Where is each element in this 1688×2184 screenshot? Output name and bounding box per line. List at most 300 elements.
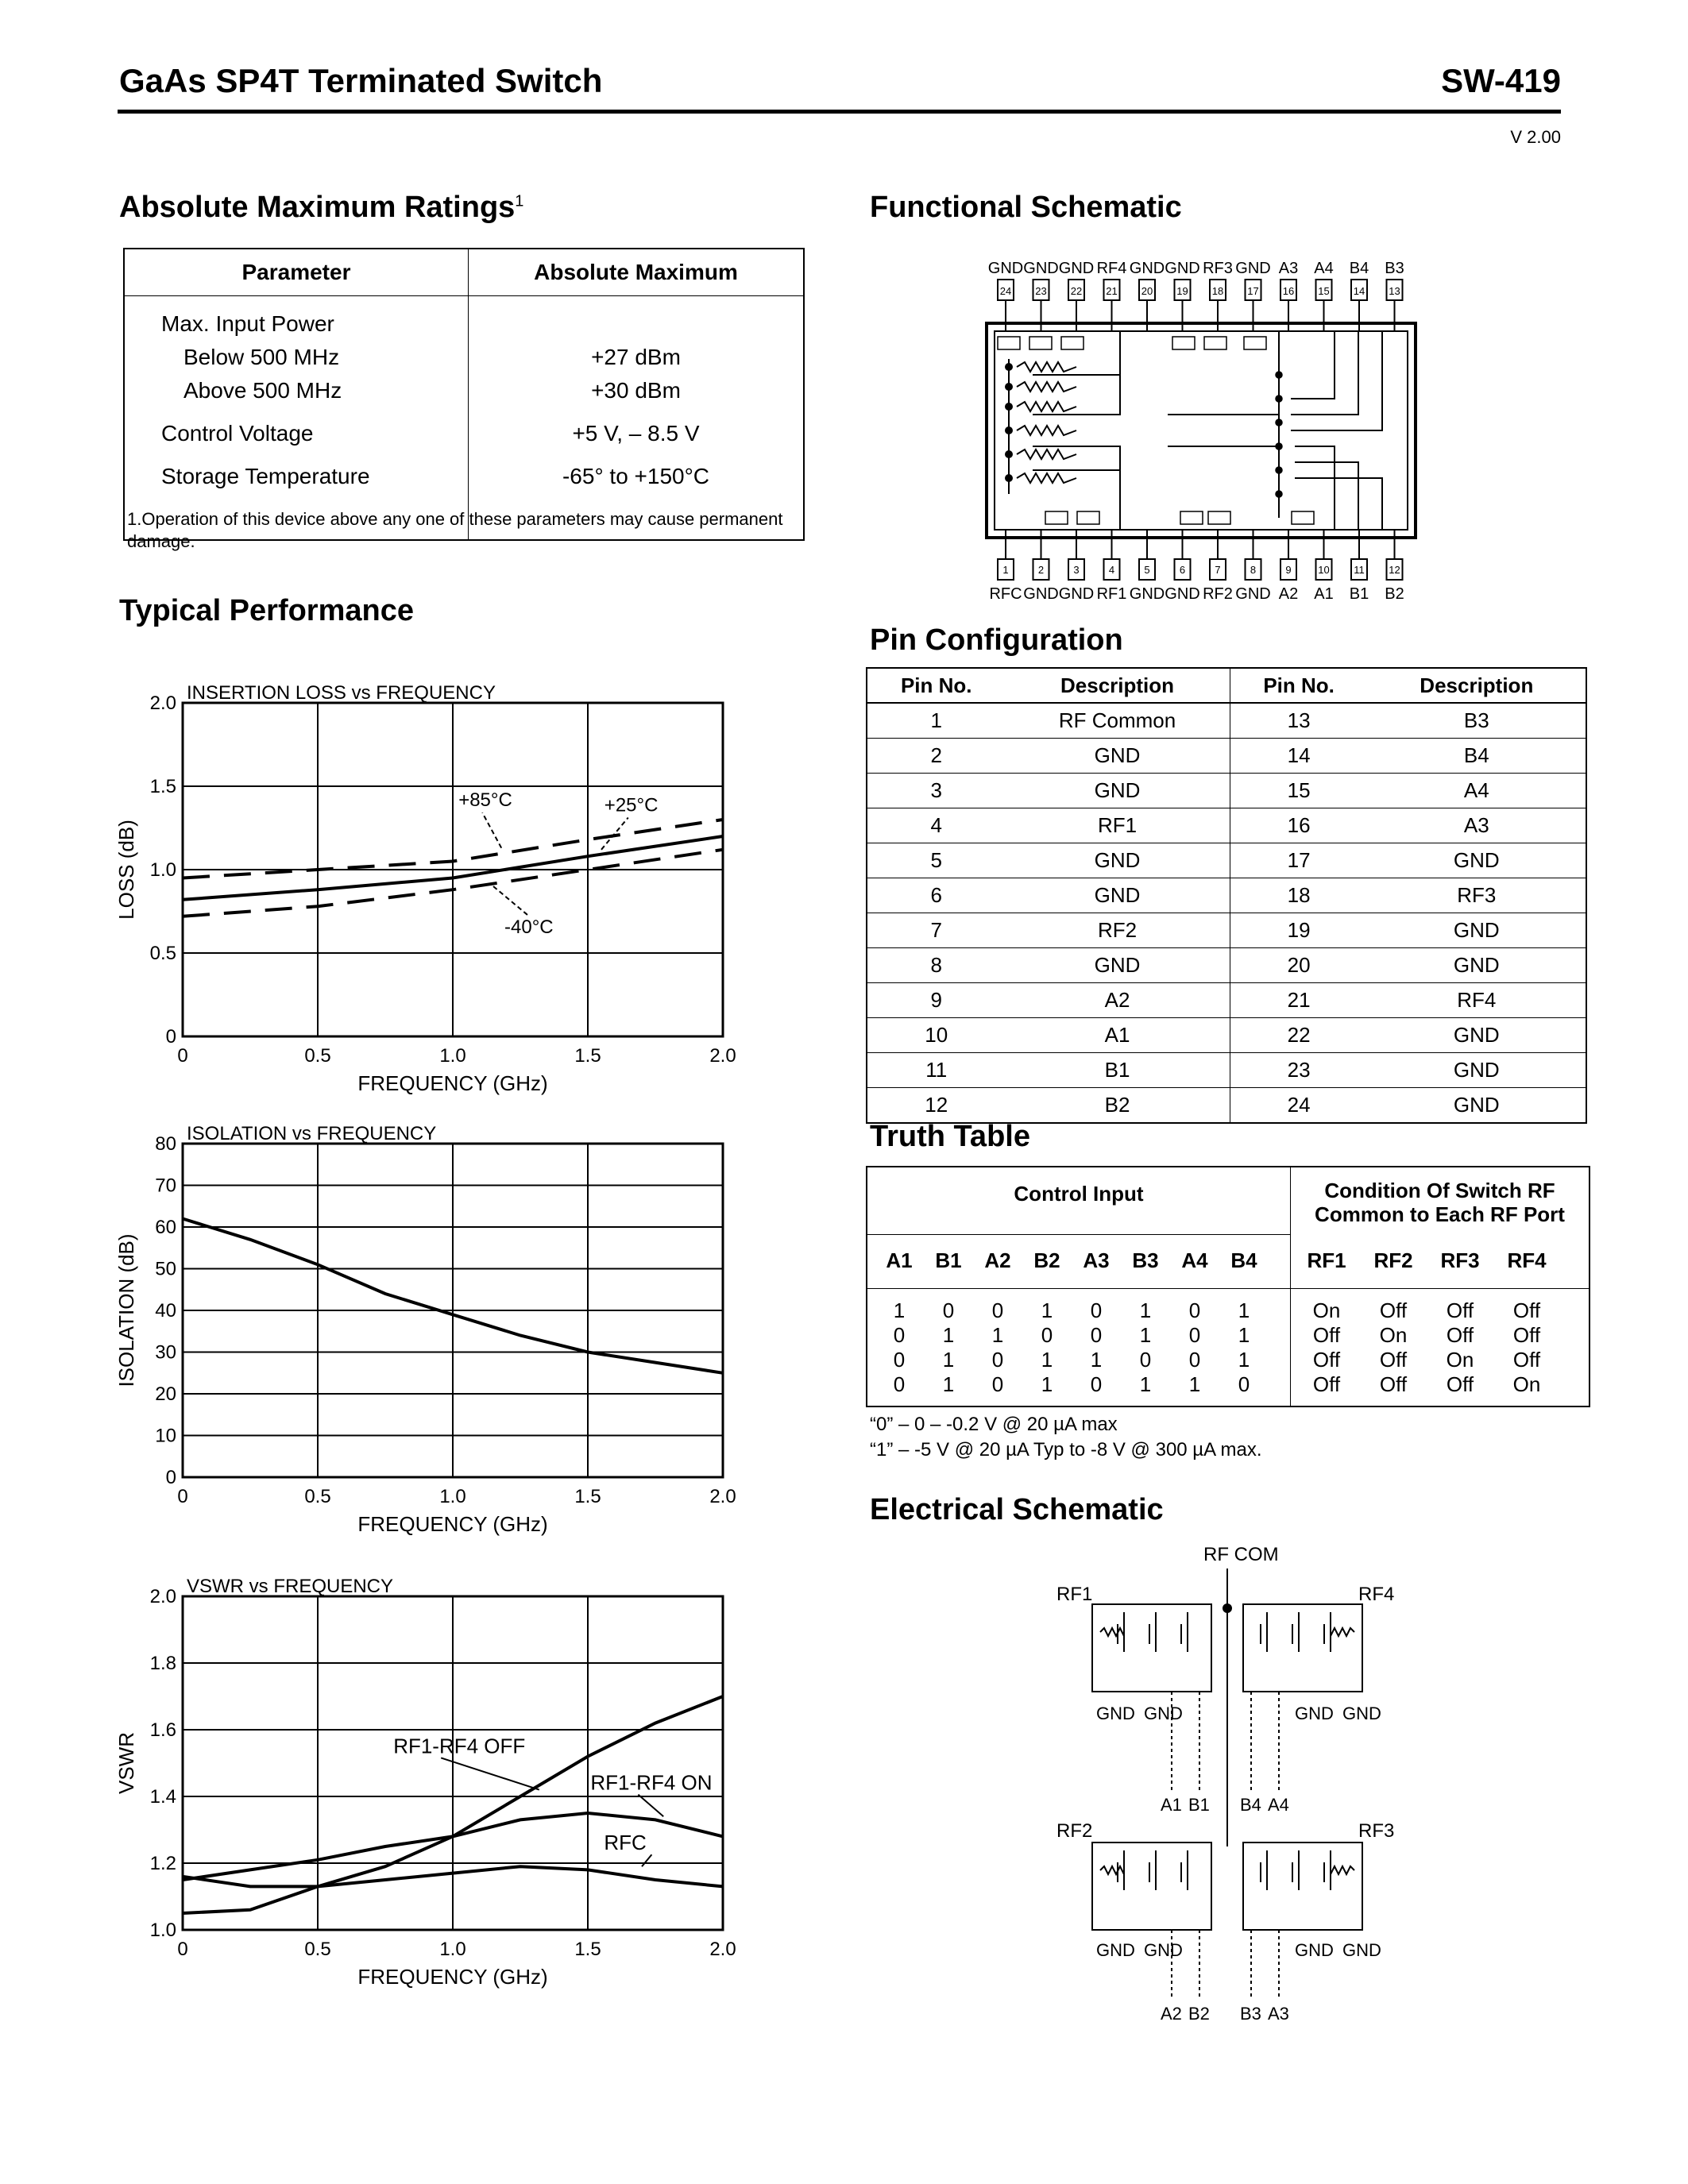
pin-number: 19 [1176, 285, 1188, 297]
pin-label: GND [1023, 585, 1059, 603]
annotation-label: RFC [604, 1831, 647, 1855]
node-dot [1006, 384, 1012, 390]
control-cell: 1 [1139, 1323, 1152, 1347]
pin-number: 14 [1353, 285, 1365, 297]
table-cell: 5 [867, 843, 1006, 878]
pin-label: B3 [1385, 260, 1404, 277]
table-cell: GND [1006, 739, 1230, 774]
control-cell: 0 [1090, 1298, 1103, 1322]
pin-label: RF4 [1096, 260, 1127, 277]
table-cell: 18 [1230, 878, 1368, 913]
y-tick-label: 0 [165, 1467, 176, 1488]
annotation-label: +85°C [458, 789, 512, 812]
rf4-label: RF4 [1358, 1584, 1395, 1605]
chart-title: VSWR vs FREQUENCY [187, 1576, 394, 1597]
param-max-input-power: Max. Input Power [161, 311, 334, 336]
control-cell: 1 [1188, 1372, 1201, 1396]
ground-symbol [998, 337, 1020, 349]
pin-configuration-table [866, 667, 1587, 1124]
rf-cell: Off [1446, 1298, 1474, 1322]
control-cell: 1 [942, 1372, 955, 1396]
pin-number: 13 [1389, 285, 1400, 297]
node-dot [1223, 1604, 1231, 1612]
internal-wiring [1009, 331, 1382, 530]
fet [1181, 1850, 1188, 1890]
pin-number: 11 [1354, 564, 1365, 576]
col-pin-no: Pin No. [1230, 668, 1368, 703]
functional-schematic-heading: Functional Schematic [870, 191, 1182, 224]
resistor [1017, 426, 1076, 435]
resistor [1100, 1628, 1124, 1636]
pin-number: 4 [1108, 564, 1115, 576]
control-cell: 0 [1188, 1298, 1201, 1322]
table-cell: 12 [867, 1088, 1006, 1124]
pin-number: 16 [1282, 285, 1295, 297]
control-cell: 1 [1041, 1348, 1053, 1372]
table-row [867, 913, 1586, 948]
x-axis-label: FREQUENCY (GHz) [357, 1965, 548, 1989]
table-cell: GND [1368, 1053, 1586, 1088]
pin-number: 6 [1179, 564, 1186, 576]
node-dot [1006, 451, 1012, 457]
table-row [867, 703, 1586, 739]
pin-label: A2 [1278, 585, 1299, 603]
y-tick-label: 1.0 [149, 1920, 176, 1941]
node-dot [1276, 443, 1282, 450]
pin-number: 3 [1073, 564, 1080, 576]
control-label: A3 [1268, 2004, 1289, 2024]
ground-symbol [1172, 337, 1195, 349]
isolation-chart [114, 1123, 736, 1536]
param-cell [124, 296, 469, 541]
rf-com-label: RF COM [1203, 1544, 1279, 1565]
x-tick-label: 0.5 [304, 1486, 331, 1507]
value-storage-temp: -65° to +150°C [562, 464, 710, 488]
rf-cell: Off [1446, 1323, 1474, 1347]
pin-number: 10 [1318, 564, 1330, 576]
table-row [867, 878, 1586, 913]
y-tick-label: 50 [155, 1258, 176, 1280]
typical-performance-heading: Typical Performance [119, 594, 415, 627]
rf-cell: Off [1512, 1348, 1541, 1372]
x-tick-label: 1.5 [574, 1045, 601, 1067]
rf-cell: Off [1379, 1372, 1408, 1396]
col-absolute-maximum: Absolute Maximum [469, 249, 805, 296]
gnd-label: GND [1295, 1704, 1334, 1723]
pin-number: 22 [1070, 285, 1083, 297]
value-above-500: +30 dBm [591, 378, 681, 403]
pin-label: A4 [1314, 260, 1334, 277]
annotation-label: RF1-RF4 OFF [393, 1734, 526, 1758]
control-label: B1 [1188, 1795, 1210, 1815]
x-tick-label: 1.0 [439, 1045, 466, 1067]
annotation-label: +25°C [604, 794, 659, 816]
y-axis-label: LOSS (dB) [114, 820, 138, 920]
pin-label: B1 [1349, 585, 1369, 603]
ground-symbol [1244, 337, 1266, 349]
switch-cell [1092, 1843, 1211, 1930]
y-tick-label: 30 [155, 1341, 176, 1364]
rf-cell: Off [1312, 1348, 1341, 1372]
rf-cell: On [1312, 1298, 1341, 1322]
control-cell: 0 [893, 1372, 906, 1396]
pin-label: RF1 [1096, 585, 1127, 603]
table-cell: B2 [1006, 1088, 1230, 1124]
table-row [867, 948, 1586, 983]
table-cell: 11 [867, 1053, 1006, 1088]
control-col-header: A3 [1083, 1248, 1110, 1272]
node-dot [1276, 396, 1282, 402]
table-cell: B4 [1368, 739, 1586, 774]
table-cell: 2 [867, 739, 1006, 774]
truth-note-1: “1” – -5 V @ 20 µA Typ to -8 V @ 300 µA max. [870, 1439, 1262, 1461]
control-label: A1 [1161, 1795, 1182, 1815]
ground-symbol [1204, 337, 1226, 349]
table-row [867, 774, 1586, 808]
control-cell: 0 [1090, 1323, 1103, 1347]
gnd-label: GND [1144, 1704, 1183, 1723]
fet [1149, 1850, 1156, 1890]
table-row [867, 808, 1586, 843]
x-tick-label: 0.5 [304, 1045, 331, 1067]
x-axis-label: FREQUENCY (GHz) [357, 1071, 548, 1095]
table-cell: RF1 [1006, 808, 1230, 843]
condition-header: Condition Of Switch RF Common to Each RF Port [1315, 1179, 1565, 1226]
gnd-label: GND [1096, 1704, 1135, 1723]
truth-table-heading: Truth Table [870, 1120, 1030, 1153]
table-cell: 16 [1230, 808, 1368, 843]
ground-symbol [1045, 511, 1068, 524]
table-cell: A1 [1006, 1018, 1230, 1053]
pin-label: A1 [1314, 585, 1334, 603]
control-label: B3 [1240, 2004, 1261, 2024]
pin-label: RF2 [1203, 585, 1233, 603]
rf-col-header: RF4 [1507, 1248, 1547, 1272]
resistor [1017, 473, 1076, 483]
fet [1324, 1612, 1331, 1652]
table-row [867, 739, 1586, 774]
control-cell: 1 [1090, 1348, 1103, 1372]
switch-cell [1243, 1604, 1362, 1692]
control-cell: 0 [1238, 1372, 1250, 1396]
value-control-voltage: +5 V, – 8.5 V [572, 421, 700, 446]
insertion-loss-chart [114, 682, 736, 1095]
x-tick-label: 0.5 [304, 1939, 331, 1960]
control-cell: 1 [1041, 1372, 1053, 1396]
table-cell: RF Common [1006, 703, 1230, 739]
x-axis-label: FREQUENCY (GHz) [357, 1512, 548, 1536]
control-col-header: A1 [886, 1248, 913, 1272]
control-label: B2 [1188, 2004, 1210, 2024]
resistor [1017, 382, 1076, 392]
resistor [1017, 402, 1076, 411]
control-cell: 0 [893, 1323, 906, 1347]
truth-table [866, 1166, 1590, 1407]
pin-label: GND [987, 260, 1024, 277]
y-tick-label: 60 [155, 1217, 176, 1238]
abs-max-footnote: 1.Operation of this device above any one of these parameters may cause permanent damage. [127, 509, 783, 551]
electrical-schematic-heading: Electrical Schematic [870, 1493, 1164, 1526]
rf-col-header: RF1 [1307, 1248, 1346, 1272]
pin-label: GND [1129, 585, 1165, 603]
col-pin-no: Pin No. [867, 668, 1006, 703]
pin-number: 12 [1389, 564, 1400, 576]
rf-cell: Off [1379, 1348, 1408, 1372]
rf-col-header: RF2 [1373, 1248, 1413, 1272]
node-dot [1006, 427, 1012, 434]
fet [1292, 1612, 1299, 1652]
pin-label: RF3 [1203, 260, 1233, 277]
x-tick-label: 1.5 [574, 1939, 601, 1960]
table-cell: A3 [1368, 808, 1586, 843]
control-col-header: A2 [984, 1248, 1011, 1272]
pin-number: 23 [1035, 285, 1047, 297]
fet [1292, 1850, 1299, 1890]
ground-symbol [1029, 337, 1052, 349]
annotation-leader [642, 1854, 651, 1866]
table-cell: GND [1006, 774, 1230, 808]
chart-title: ISOLATION vs FREQUENCY [187, 1123, 437, 1144]
pin-label: A3 [1278, 260, 1299, 277]
control-cell: 1 [942, 1323, 955, 1347]
control-col-header: B4 [1230, 1248, 1257, 1272]
y-tick-label: 80 [155, 1133, 176, 1155]
table-cell: 8 [867, 948, 1006, 983]
annotation-leader [482, 812, 501, 847]
rf-cell: On [1379, 1323, 1408, 1347]
abs-max-heading: Absolute Maximum Ratings$^1$ [119, 191, 524, 224]
control-cell: 0 [1090, 1372, 1103, 1396]
pin-label: B4 [1349, 260, 1369, 277]
pin-label: B2 [1385, 585, 1404, 603]
annotation-leader [441, 1758, 539, 1789]
control-col-header: B1 [935, 1248, 962, 1272]
resistor [1331, 1866, 1354, 1874]
table-cell: GND [1368, 1088, 1586, 1124]
pin-label: GND [1165, 260, 1200, 277]
node-dot [1276, 467, 1282, 473]
annotation-leader [638, 1795, 663, 1817]
truth-note-0: “0” – 0 – -0.2 V @ 20 µA max [870, 1414, 1118, 1435]
control-cell: 1 [1238, 1323, 1250, 1347]
x-tick-label: 2.0 [709, 1486, 736, 1507]
pin-label: GND [1235, 585, 1271, 603]
annotation-label: RF1-RF4 ON [590, 1770, 713, 1795]
table-cell: GND [1368, 913, 1586, 948]
control-cell: 0 [991, 1348, 1004, 1372]
rf-cell: Off [1512, 1323, 1541, 1347]
table-row [867, 1018, 1586, 1053]
table-cell: 20 [1230, 948, 1368, 983]
rf-cell: Off [1446, 1372, 1474, 1396]
table-cell: 23 [1230, 1053, 1368, 1088]
param-below-500: Below 500 MHz [183, 345, 340, 369]
table-cell: GND [1368, 1018, 1586, 1053]
pin-number: 7 [1215, 564, 1221, 576]
control-cell: 1 [1238, 1348, 1250, 1372]
rf-cell: Off [1512, 1298, 1541, 1322]
control-col-header: B3 [1132, 1248, 1159, 1272]
pin-label: GND [1023, 260, 1059, 277]
table-cell: GND [1006, 843, 1230, 878]
col-description: Description [1368, 668, 1586, 703]
header-rule [118, 110, 1561, 114]
col-parameter: Parameter [124, 249, 469, 296]
rf-cell: Off [1312, 1372, 1341, 1396]
node-dot [1006, 403, 1012, 410]
control-cell: 0 [1188, 1323, 1201, 1347]
x-tick-label: 2.0 [709, 1045, 736, 1067]
control-label: B4 [1240, 1795, 1261, 1815]
resistor [1100, 1866, 1124, 1874]
x-tick-label: 1.0 [439, 1486, 466, 1507]
rf2-label: RF2 [1056, 1820, 1093, 1842]
rf3-label: RF3 [1358, 1820, 1395, 1842]
table-cell: GND [1368, 843, 1586, 878]
vswr-chart [114, 1576, 736, 1989]
table-cell: GND [1006, 878, 1230, 913]
col-description: Description [1006, 668, 1230, 703]
table-cell: RF2 [1006, 913, 1230, 948]
annotation-leader [493, 886, 528, 916]
rf-col-header: RF3 [1440, 1248, 1480, 1272]
table-cell: 10 [867, 1018, 1006, 1053]
pin-label: GND [1165, 585, 1200, 603]
ground-symbol [1077, 511, 1099, 524]
fet [1149, 1612, 1156, 1652]
table-cell: 14 [1230, 739, 1368, 774]
control-cell: 0 [991, 1298, 1004, 1322]
table-cell: 15 [1230, 774, 1368, 808]
table-cell: GND [1006, 948, 1230, 983]
param-control-voltage: Control Voltage [161, 421, 314, 446]
table-cell: 24 [1230, 1088, 1368, 1124]
pin-number: 8 [1250, 564, 1257, 576]
electrical-schematic [1041, 1537, 1454, 2029]
y-tick-label: 2.0 [149, 693, 176, 714]
control-cell: 0 [1041, 1323, 1053, 1347]
table-cell: 9 [867, 983, 1006, 1018]
gnd-label: GND [1342, 1704, 1381, 1723]
table-cell: A2 [1006, 983, 1230, 1018]
fet [1181, 1612, 1188, 1652]
y-tick-label: 1.6 [149, 1719, 176, 1741]
y-tick-label: 10 [155, 1425, 176, 1447]
param-above-500: Above 500 MHz [183, 378, 342, 403]
table-cell: GND [1368, 948, 1586, 983]
y-tick-label: 1.0 [149, 859, 176, 881]
ground-symbol [1180, 511, 1203, 524]
control-cell: 1 [1139, 1372, 1152, 1396]
fet [1324, 1850, 1331, 1890]
chart-title: INSERTION LOSS vs FREQUENCY [187, 682, 496, 704]
table-cell: 7 [867, 913, 1006, 948]
x-tick-label: 0 [177, 1045, 188, 1067]
control-cell: 0 [1188, 1348, 1201, 1372]
version: V 2.00 [1510, 127, 1561, 147]
table-cell: RF4 [1368, 983, 1586, 1018]
table-cell: A4 [1368, 774, 1586, 808]
y-tick-label: 0.5 [149, 943, 176, 964]
gnd-label: GND [1342, 1940, 1381, 1960]
y-axis-label: VSWR [114, 1732, 138, 1794]
y-tick-label: 1.5 [149, 776, 176, 797]
y-tick-label: 20 [155, 1383, 176, 1405]
fet [1261, 1612, 1267, 1652]
switch-cell [1092, 1604, 1211, 1692]
annotation-leader [601, 818, 628, 850]
control-col-header: A4 [1181, 1248, 1208, 1272]
control-cell: 0 [942, 1298, 955, 1322]
control-cell: 1 [991, 1323, 1004, 1347]
control-cell: 1 [1139, 1298, 1152, 1322]
resistor [1331, 1628, 1354, 1636]
pin-label: GND [1129, 260, 1165, 277]
table-cell: 13 [1230, 703, 1368, 739]
resistor [1017, 450, 1076, 459]
table-cell: B3 [1368, 703, 1586, 739]
table-cell: 22 [1230, 1018, 1368, 1053]
functional-schematic [977, 256, 1438, 605]
gnd-label: GND [1144, 1940, 1183, 1960]
control-cell: 0 [893, 1348, 906, 1372]
annotation-label: -40°C [504, 916, 554, 938]
y-tick-label: 1.8 [149, 1653, 176, 1674]
abs-max-table [123, 248, 805, 541]
pin-number: 21 [1106, 285, 1118, 297]
gnd-label: GND [1096, 1940, 1135, 1960]
table-cell: 3 [867, 774, 1006, 808]
table-row [867, 983, 1586, 1018]
y-axis-label: ISOLATION (dB) [114, 1233, 138, 1387]
table-cell: 17 [1230, 843, 1368, 878]
pin-number: 18 [1211, 285, 1224, 297]
y-tick-label: 2.0 [149, 1586, 176, 1607]
pin-label: GND [1235, 260, 1271, 277]
control-col-header: B2 [1033, 1248, 1060, 1272]
fet [1261, 1850, 1267, 1890]
control-input-header: Control Input [1014, 1182, 1144, 1206]
table-row [867, 843, 1586, 878]
node-dot [1276, 372, 1282, 378]
control-label: A4 [1268, 1795, 1289, 1815]
x-tick-label: 2.0 [709, 1939, 736, 1960]
switch-cell [1243, 1843, 1362, 1930]
y-tick-label: 0 [165, 1026, 176, 1048]
ground-symbol [1061, 337, 1083, 349]
x-tick-label: 0 [177, 1939, 188, 1960]
x-tick-label: 1.5 [574, 1486, 601, 1507]
y-tick-label: 70 [155, 1175, 176, 1197]
table-cell: 6 [867, 878, 1006, 913]
pin-number: 5 [1144, 564, 1150, 576]
ground-symbol [1292, 511, 1314, 524]
document-title: GaAs SP4T Terminated Switch [119, 62, 603, 99]
resistor [1017, 362, 1076, 372]
ground-symbol [1208, 511, 1230, 524]
control-cell: 0 [991, 1372, 1004, 1396]
pin-label: GND [1058, 585, 1095, 603]
pin-label: GND [1058, 260, 1095, 277]
pin-number: 17 [1247, 285, 1259, 297]
x-tick-label: 0 [177, 1486, 188, 1507]
control-cell: 1 [1041, 1298, 1053, 1322]
pin-number: 15 [1318, 285, 1330, 297]
gnd-label: GND [1295, 1940, 1334, 1960]
y-tick-label: 40 [155, 1300, 176, 1322]
control-cell: 1 [942, 1348, 955, 1372]
performance-charts [111, 659, 747, 2009]
